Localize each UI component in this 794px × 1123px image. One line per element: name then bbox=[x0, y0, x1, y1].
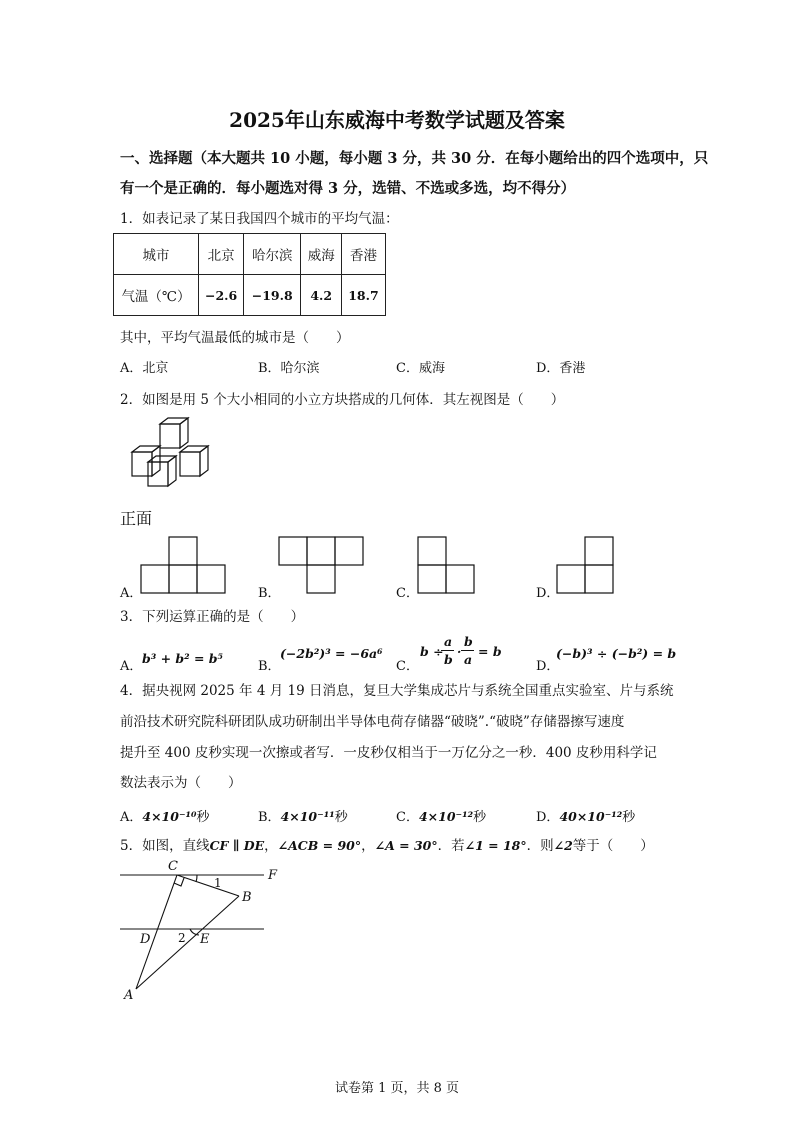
q4-option-b bbox=[258, 806, 348, 825]
section-heading-line1: 一、选择题（本大题共 10 小题，每小题 3 分，共 30 分．在每小题给出的四个选项中，只 bbox=[120, 150, 709, 167]
fraction-bar bbox=[461, 650, 474, 651]
table-cell: 香港 bbox=[342, 234, 385, 275]
angle1-arc bbox=[196, 875, 197, 882]
q5-math: ∠ACB = 90° bbox=[277, 838, 362, 853]
formula-c-frac1-num: a bbox=[444, 634, 453, 649]
table-cell: 威海 bbox=[301, 234, 342, 275]
q4-line2: 前沿技术研究院科研团队成功研制出半导体电荷存储器“破晓”.“破晓”存储器擦写速度 bbox=[120, 714, 625, 730]
q1-option-c: C．威海 bbox=[396, 361, 445, 376]
option-unit: 秒 bbox=[334, 810, 348, 825]
q4-line4: 数法表示为（ ） bbox=[120, 775, 242, 791]
label-d: D bbox=[140, 932, 151, 947]
option-letter: C． bbox=[396, 810, 419, 825]
q5-math: ∠A = 30° bbox=[374, 838, 438, 853]
option-c-view bbox=[417, 536, 477, 594]
option-expr: 40×10⁻¹² bbox=[559, 809, 623, 824]
section-heading-line2: 有一个是正确的．每小题选对得 3 分，选错、不选或多选，均不得分） bbox=[120, 180, 576, 197]
option-expr: 4×10⁻¹¹ bbox=[280, 809, 335, 824]
table-cell: 4.2 bbox=[301, 275, 342, 316]
q5-math: ∠1 = 18° bbox=[464, 838, 527, 853]
label-c: C bbox=[168, 859, 178, 874]
table-cell: −19.8 bbox=[244, 275, 301, 316]
cube-stack-figure bbox=[128, 418, 220, 490]
q1-question: 其中，平均气温最低的城市是（ ） bbox=[120, 330, 350, 346]
q5-math: ∠2 bbox=[553, 838, 573, 853]
option-d-view bbox=[556, 536, 616, 594]
table-cell: 气温（℃） bbox=[114, 275, 199, 316]
q4-line1: 4．据央视网 2025 年 4 月 19 日消息，复旦大学集成芯片与系统全国重点实验室、片与系统 bbox=[120, 683, 674, 699]
table-cell: 哈尔滨 bbox=[244, 234, 301, 275]
q3-option-b-letter: B． bbox=[258, 659, 281, 674]
table-row bbox=[114, 275, 386, 316]
q1-option-d: D．香港 bbox=[536, 361, 586, 376]
label-b: B bbox=[242, 890, 252, 905]
q5-text: 5．如图，直线 bbox=[120, 838, 210, 854]
formula-c-lead: b ÷ bbox=[420, 644, 444, 659]
label-angle-2: 2 bbox=[178, 931, 186, 945]
table-cell: 北京 bbox=[199, 234, 244, 275]
option-expr: 4×10⁻¹⁰ bbox=[142, 809, 197, 824]
page-footer: 试卷第 1 页，共 8 页 bbox=[334, 1081, 460, 1096]
table-cell: 城市 bbox=[114, 234, 199, 275]
q5-math: CF ∥ DE bbox=[209, 838, 265, 853]
formula-c-dot: · bbox=[457, 644, 462, 659]
option-a-view bbox=[141, 536, 227, 594]
formula-c-frac2-den: a bbox=[464, 652, 473, 667]
option-unit: 秒 bbox=[196, 810, 210, 825]
q4-line3: 提升至 400 皮秒实现一次擦或者写．一皮秒仅相当于一万亿分之一秒．400 皮秒用科学记 bbox=[120, 745, 657, 761]
formula-c-frac2-num: b bbox=[464, 634, 473, 649]
formula-c-tail: = b bbox=[478, 644, 502, 659]
label-a: A bbox=[124, 988, 134, 1003]
q4-option-c bbox=[396, 806, 486, 825]
q3-option-d-letter: D． bbox=[536, 659, 560, 674]
q4-option-a bbox=[120, 806, 210, 825]
q3-stem: 3．下列运算正确的是（ ） bbox=[120, 609, 305, 625]
q5-text: ， bbox=[361, 838, 375, 854]
segment-ba bbox=[136, 896, 239, 989]
q5-text: 等于（ ） bbox=[572, 838, 654, 854]
option-expr: 4×10⁻¹² bbox=[418, 809, 474, 824]
q3-formula-a: b³ + b² = b⁵ bbox=[142, 651, 223, 666]
angle2-arc bbox=[190, 929, 199, 935]
q2-option-c-letter: C． bbox=[396, 586, 419, 601]
option-letter: A． bbox=[120, 810, 143, 825]
q2-stem: 2．如图是用 5 个大小相同的小立方块搭成的几何体．其左视图是（ ） bbox=[120, 392, 565, 408]
formula-c-frac1-den: b bbox=[444, 652, 453, 667]
q5-text: ， bbox=[264, 838, 278, 854]
q1-option-a: A．北京 bbox=[120, 361, 169, 376]
q5-text: ．则 bbox=[526, 838, 554, 854]
q3-formula-d: (−b)³ ÷ (−b²) = b bbox=[556, 646, 677, 661]
q2-option-a-letter: A． bbox=[120, 586, 143, 601]
label-f: F bbox=[268, 868, 278, 883]
q1-stem: 1．如表记录了某日我国四个城市的平均气温： bbox=[120, 211, 399, 227]
option-unit: 秒 bbox=[622, 810, 636, 825]
fraction-bar bbox=[441, 650, 454, 651]
q3-formula-b: (−2b²)³ = −6a⁶ bbox=[280, 646, 383, 661]
segment-cb bbox=[177, 875, 239, 896]
q5-stem bbox=[120, 834, 654, 854]
q1-option-b: B．哈尔滨 bbox=[258, 361, 320, 376]
q4-option-d bbox=[536, 806, 635, 825]
front-label: 正面 bbox=[120, 509, 153, 528]
q3-option-c-letter: C． bbox=[396, 659, 419, 674]
label-e: E bbox=[200, 932, 210, 947]
table-cell: 18.7 bbox=[342, 275, 385, 316]
option-letter: D． bbox=[536, 810, 560, 825]
q2-option-b-letter: B． bbox=[258, 586, 281, 601]
option-letter: B． bbox=[258, 810, 281, 825]
temperature-table bbox=[113, 233, 386, 316]
q3-option-a-letter: A． bbox=[120, 659, 143, 674]
geometry-figure bbox=[118, 855, 288, 1005]
label-angle-1: 1 bbox=[214, 876, 222, 890]
option-unit: 秒 bbox=[473, 810, 487, 825]
option-b-view bbox=[279, 536, 365, 594]
page-title: 2025年山东威海中考数学试题及答案 bbox=[229, 108, 565, 132]
table-cell: −2.6 bbox=[199, 275, 244, 316]
table-header-row bbox=[114, 234, 386, 275]
q2-option-d-letter: D． bbox=[536, 586, 560, 601]
q5-text: ．若 bbox=[437, 838, 465, 854]
